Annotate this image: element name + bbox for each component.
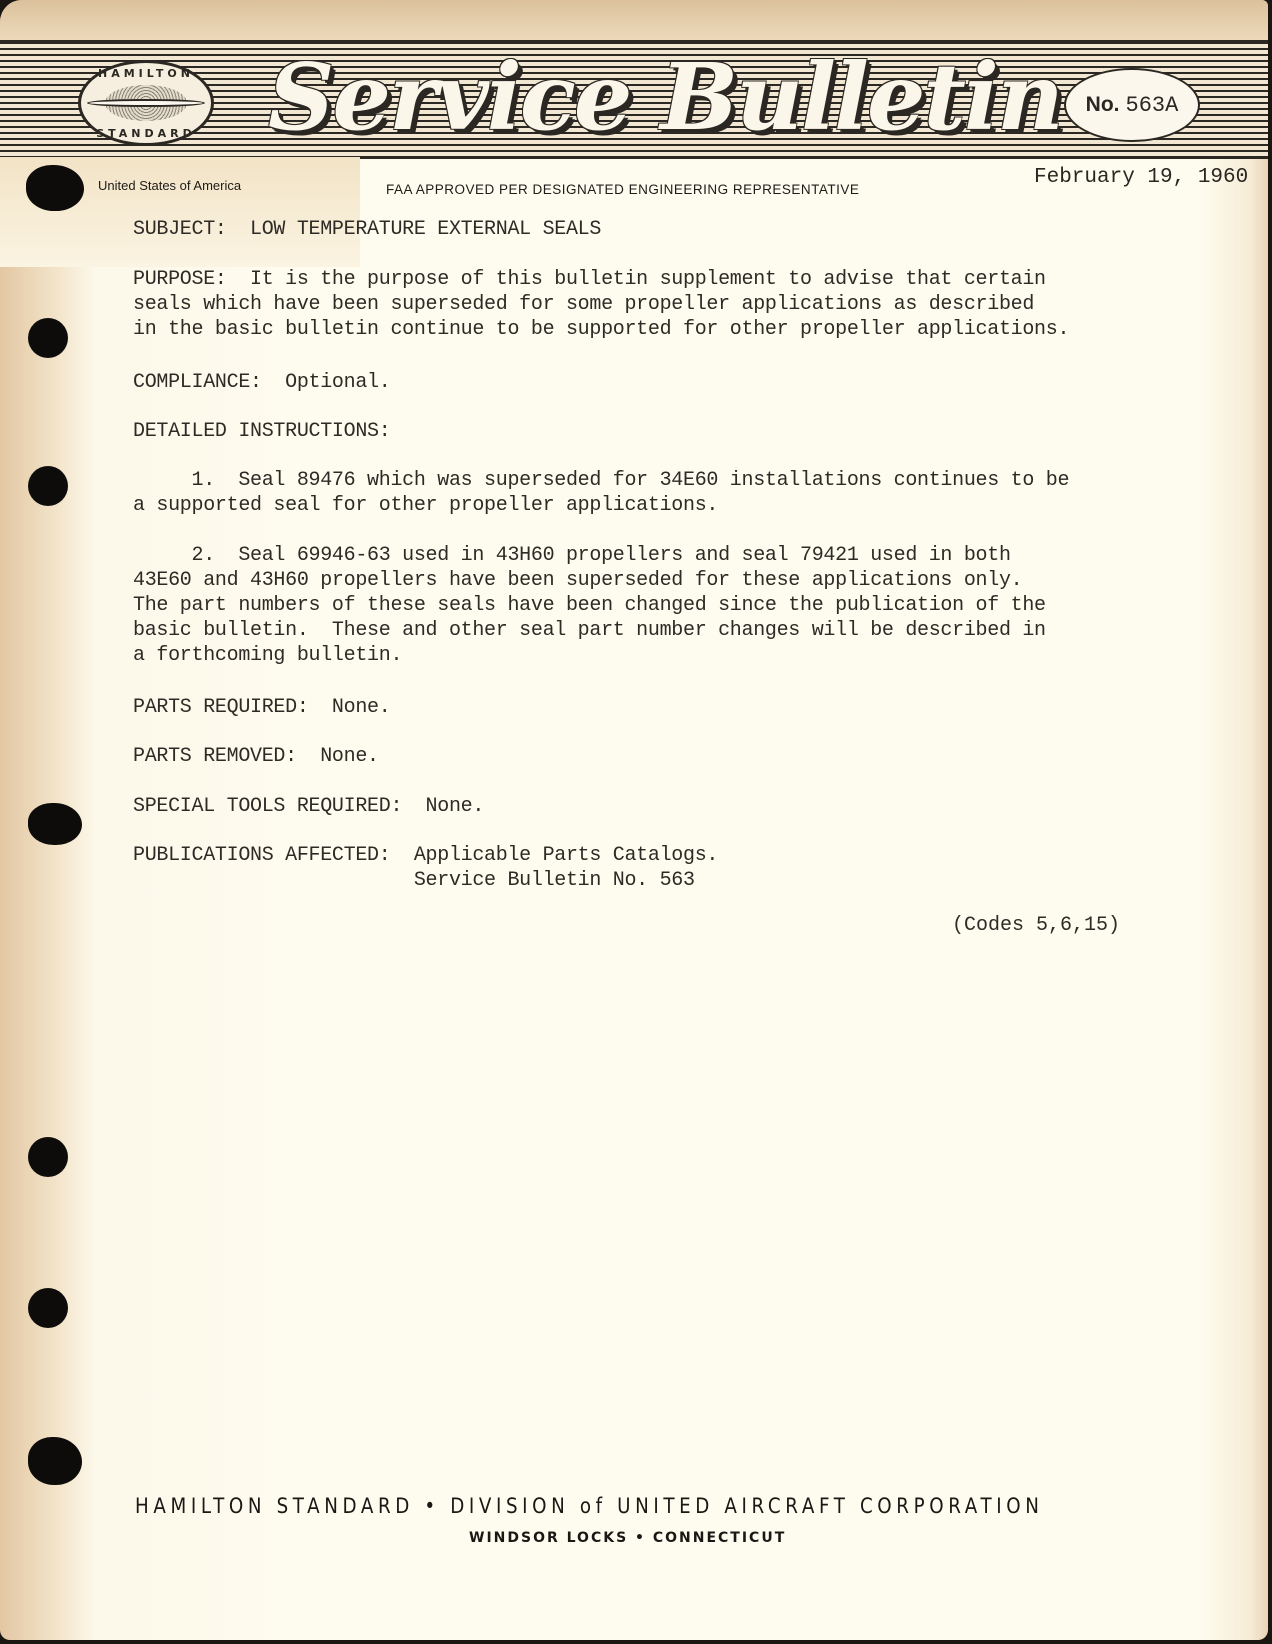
- document-title: Service Bulletin: [268, 43, 1062, 151]
- bulletin-number-label: No.: [1085, 93, 1120, 116]
- instruction-1-line: a supported seal for other propeller applications.: [133, 494, 719, 517]
- bulletin-number-value: 563A: [1125, 92, 1179, 118]
- country-label: United States of America: [98, 178, 242, 193]
- special-tools-line: SPECIAL TOOLS REQUIRED: None.: [133, 795, 485, 818]
- propeller-icon: [87, 99, 205, 107]
- logo-text-top: HAMILTON: [97, 67, 194, 80]
- publications-affected-line: Service Bulletin No. 563: [133, 869, 695, 892]
- instruction-2-line: The part numbers of these seals have been changed since the publication of the: [133, 594, 1046, 617]
- bulletin-date: February 19, 1960: [1034, 166, 1249, 189]
- instruction-2-line: 43E60 and 43H60 propellers have been superseded for these applications only.: [133, 569, 1023, 592]
- top-edge-stain: [0, 0, 1268, 45]
- compliance-line: COMPLIANCE: Optional.: [133, 371, 391, 394]
- punch-hole: [28, 466, 68, 506]
- punch-hole: [28, 1288, 68, 1328]
- purpose-line: in the basic bulletin continue to be supported for other propeller applications.: [133, 318, 1070, 341]
- instruction-1-line: 1. Seal 89476 which was superseded for 34E60 installations continues to be: [133, 469, 1070, 492]
- hamilton-standard-logo: [78, 60, 214, 146]
- punch-hole: [28, 803, 82, 845]
- faa-approval-line: FAA APPROVED PER DESIGNATED ENGINEERING REPRESENTATIVE: [386, 182, 860, 197]
- punch-hole: [28, 1137, 68, 1177]
- footer-location: WINDSOR LOCKS • CONNECTICUT: [469, 1530, 787, 1546]
- torn-punch-hole: [28, 1437, 82, 1485]
- publications-affected-line: PUBLICATIONS AFFECTED: Applicable Parts Catalogs.: [133, 844, 719, 867]
- instruction-2-line: 2. Seal 69946-63 used in 43H60 propellers and seal 79421 used in both: [133, 544, 1011, 567]
- instruction-2-line: basic bulletin. These and other seal part number changes will be described in: [133, 619, 1046, 642]
- parts-removed-line: PARTS REMOVED: None.: [133, 745, 379, 768]
- punch-hole: [28, 318, 68, 358]
- instruction-2-line: a forthcoming bulletin.: [133, 644, 403, 667]
- detailed-instructions-heading: DETAILED INSTRUCTIONS:: [133, 420, 391, 443]
- logo-text-bottom: STANDARD: [96, 127, 196, 140]
- bulletin-number-badge: [1064, 68, 1200, 142]
- footer-company: HAMILTON STANDARD • DIVISION of UNITED AIRCRAFT CORPORATION: [135, 1494, 1044, 1518]
- parts-required-line: PARTS REQUIRED: None.: [133, 696, 391, 719]
- codes-note: (Codes 5,6,15): [952, 914, 1121, 937]
- torn-punch-hole: [26, 165, 84, 211]
- purpose-line: PURPOSE: It is the purpose of this bulletin supplement to advise that certain: [133, 268, 1046, 291]
- purpose-line: seals which have been superseded for some propeller applications as described: [133, 293, 1035, 316]
- subject-line: SUBJECT: LOW TEMPERATURE EXTERNAL SEALS: [133, 218, 602, 241]
